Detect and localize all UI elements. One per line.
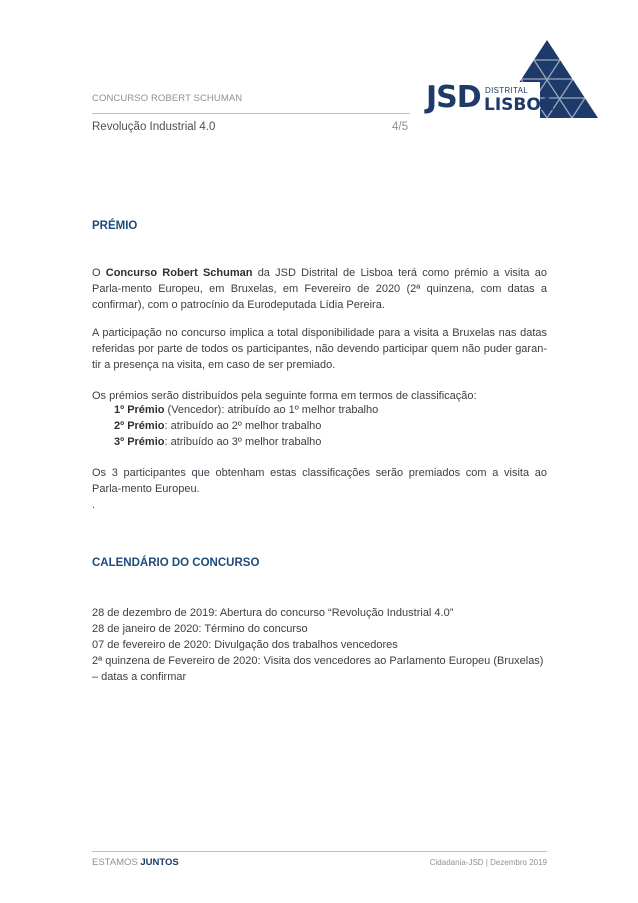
header-kicker: CONCURSO ROBERT SCHUMAN: [92, 93, 243, 104]
premio-paragraph-4: Os 3 participantes que obtenham estas classificações serão premiados com a visita ao Parla-mento Europeu.: [92, 467, 547, 495]
premio-paragraph-3: Os prémios serão distribuídos pela seguinte forma em termos de classificação:: [92, 390, 477, 402]
document-subtitle: Revolução Industrial 4.0: [92, 121, 216, 133]
footer-info: Cidadania-JSD | Dezembro 2019: [429, 858, 547, 867]
calendar-entry: 28 de janeiro de 2020: Término do concurso: [92, 623, 308, 635]
prize-first: 1º Prémio (Vencedor): atribuído ao 1º melhor trabalho: [114, 404, 379, 416]
footer-slogan: ESTAMOS JUNTOS: [92, 857, 179, 868]
calendario-heading: CALENDÁRIO DO CONCURSO: [92, 557, 260, 569]
prize-second: 2º Prémio: atribuído ao 2º melhor trabalho: [114, 420, 322, 432]
calendar-entry: 28 de dezembro de 2019: Abertura do concurso “Revolução Industrial 4.0”: [92, 607, 454, 619]
calendar-entry: 2ª quinzena de Fevereiro de 2020: Visita dos vencedores ao Parlamento Europeu (Bruxelas) – datas a confirmar: [92, 655, 544, 683]
logo-distrital-text: DISTRITAL: [485, 86, 529, 95]
prize-third: 3º Prémio: atribuído ao 3º melhor trabalho: [114, 436, 322, 448]
premio-paragraph-2: A participação no concurso implica a total disponibilidade para a visita a Bruxelas nas datas referidas por parte de todos os participantes, não devendo participar quem não puder garan-tir a presença na visita, em caso de ser premiado.: [92, 327, 547, 371]
logo-lisboa-text: LISBOA: [484, 95, 554, 115]
premio-heading: PRÉMIO: [92, 220, 138, 232]
jsd-lisboa-logo: [426, 40, 598, 120]
header-divider: [92, 113, 410, 114]
premio-paragraph-1: O Concurso Robert Schuman da JSD Distrital de Lisboa terá como prémio a visita ao Parla-mento Europeu, em Bruxelas, em Fevereiro de 2020 (2ª quinzena, com datas a confirmar), com o patrocínio da Eurodeputada Lídia Pereira.: [92, 267, 547, 311]
page-number: 4/5: [392, 121, 408, 133]
logo-jsd-text: JSD: [426, 80, 481, 115]
concurso-name: Concurso Robert Schuman: [105, 267, 253, 279]
premio-trailing-dot: .: [92, 499, 96, 511]
footer-divider: [92, 851, 547, 852]
calendar-entry: 07 de fevereiro de 2020: Divulgação dos trabalhos vencedores: [92, 639, 398, 651]
